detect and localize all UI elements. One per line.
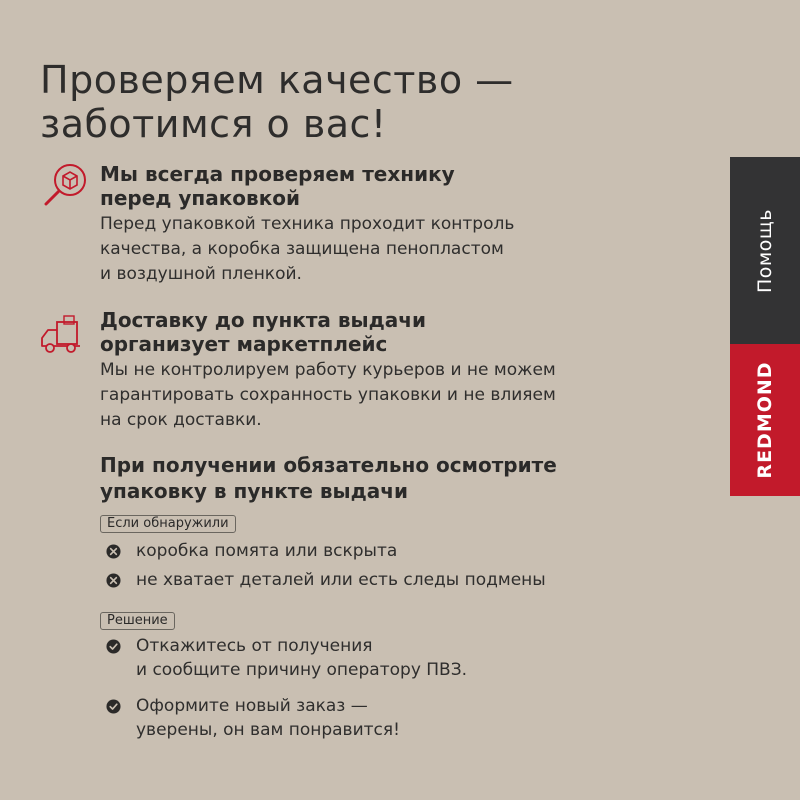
found-item-text: не хватает деталей или есть следы подмены — [136, 570, 546, 590]
solution-tag: Решение — [100, 612, 175, 630]
section-text — [100, 358, 720, 433]
section-quality-check — [40, 162, 720, 287]
heading-line: организует маркетплейс — [100, 332, 388, 356]
text-line: качества, а коробка защищена пенопластом — [100, 239, 504, 259]
inspect-warning — [100, 452, 720, 504]
help-tab[interactable] — [730, 157, 800, 344]
section-heading — [100, 162, 720, 210]
x-circle-icon — [106, 544, 121, 559]
found-item-text: коробка помята или вскрыта — [136, 541, 398, 561]
text-line: и воздушной пленкой. — [100, 264, 302, 284]
heading-line: перед упаковкой — [100, 186, 301, 210]
text-line: Перед упаковкой техника проходит контроль — [100, 214, 515, 234]
found-item — [106, 539, 706, 563]
delivery-truck-icon — [40, 314, 92, 358]
text-line: Мы не контролируем работу курьеров и не можем — [100, 360, 556, 380]
section-heading — [100, 308, 720, 356]
solution-item-text: уверены, он вам понравится! — [136, 720, 400, 740]
solution-item — [106, 634, 706, 682]
x-circle-icon — [106, 573, 121, 588]
title-line-1: Проверяем качество — — [40, 58, 514, 102]
redmond-logo: REDMOND — [754, 361, 776, 479]
warning-line: При получении обязательно осмотрите — [100, 453, 557, 477]
found-item — [106, 568, 706, 592]
title-line-2: заботимся о вас! — [40, 102, 387, 146]
text-line: гарантировать сохранность упаковки и не влияем — [100, 385, 556, 405]
section-delivery — [40, 308, 720, 433]
heading-line: Мы всегда проверяем технику — [100, 162, 455, 186]
check-circle-icon — [106, 639, 121, 654]
solution-item-text: Откажитесь от получения — [136, 636, 373, 656]
solution-item-text: Оформите новый заказ — — [136, 696, 368, 716]
brand-tab[interactable] — [730, 344, 800, 496]
solution-item — [106, 694, 706, 742]
page-title — [40, 58, 700, 146]
help-tab-label: Помощь — [754, 208, 776, 293]
warning-line: упаковку в пункте выдачи — [100, 479, 409, 503]
heading-line: Доставку до пункта выдачи — [100, 308, 427, 332]
found-tag: Если обнаружили — [100, 515, 236, 533]
solution-item-text: и сообщите причину оператору ПВЗ. — [136, 660, 468, 680]
section-text — [100, 212, 720, 287]
magnifier-box-icon — [40, 162, 92, 206]
text-line: на срок доставки. — [100, 410, 262, 430]
check-circle-icon — [106, 699, 121, 714]
